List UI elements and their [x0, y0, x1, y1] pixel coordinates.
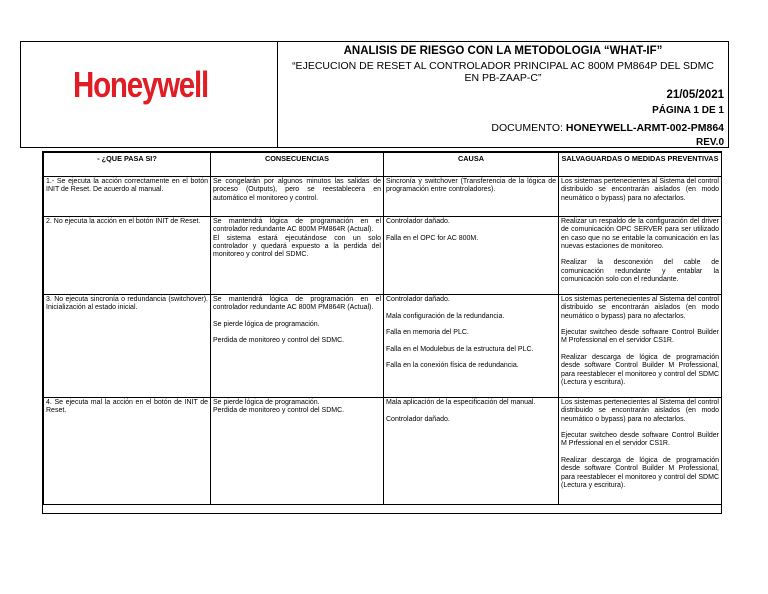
- cell-consequences: [211, 398, 384, 505]
- cell-what-if: [44, 177, 211, 217]
- table-row: [44, 398, 722, 505]
- table-body: [44, 177, 722, 505]
- table-row: [44, 295, 722, 398]
- document-label: DOCUMENTO:: [491, 122, 566, 134]
- cell-paragraph: Los sistemas pertenecientes al Sistema del control distribuido se encontrarán aislados (en modo neumático o bypass) para no afectarlos.: [561, 178, 719, 202]
- document-title: ANALISIS DE RIESGO CON LA METODOLOGIA “WHAT-IF”: [343, 45, 663, 57]
- cell-paragraph: Ejecutar switcheo desde software Control Builder M Prfessional en el servidor CS1R.: [561, 432, 719, 448]
- cell-safeguards: [559, 295, 722, 398]
- column-header-what-if: - ¿QUE PASA SI?: [44, 153, 211, 177]
- title-cell: [278, 42, 728, 147]
- cell-paragraph: Falla en el OPC for AC 800M.: [386, 234, 479, 242]
- cell-cause: [384, 217, 559, 295]
- cell-paragraph: Realizar la desconexión del cable de comunicación redundante y entablar la comunicación solo con el redundante.: [561, 259, 719, 284]
- cell-paragraph: Mala aplicación de la especificación del manual.: [386, 399, 536, 406]
- cell-paragraph: Controlador dañado.: [386, 218, 450, 225]
- cell-paragraph: Se mantendrá lógica de programación en el controlador redundante AC 800M PM864R (Actual). El sistema estará ejecutándose con un solo controlador y quedará expuesto a la perdida del monitoreo y control del SDMC.: [213, 218, 381, 259]
- column-header-safeguards: SALVAGUARDAS O MEDIDAS PREVENTIVAS: [559, 153, 722, 177]
- cell-what-if: [44, 295, 211, 398]
- honeywell-logo: Honeywell: [73, 64, 208, 105]
- cell-paragraph: Falla en memoria del PLC.: [386, 329, 469, 337]
- revision: REV.0: [696, 137, 724, 148]
- cell-cause: [384, 398, 559, 505]
- cell-paragraph: Se congelarán por algunos minutos las salidas de proceso (Outputs), pero se reestablecera en automático el monitoreo y control.: [213, 178, 381, 202]
- cell-paragraph: 4. Se ejecuta mal la acción en el botón de INIT de Reset.: [46, 399, 208, 415]
- cell-paragraph: Los sistemas pertenecientes al Sistema del control distribuido se encontrarán aislados (en modo neumático o bypass) para no afectarlos.: [561, 296, 719, 320]
- cell-paragraph: 1.- Se ejecuta la acción correctamente en el botón INIT de Reset. De acuerdo al manual.: [46, 178, 208, 194]
- cell-paragraph: Realizar un respaldo de la configuración del driver de comunicación OPC SERVER para ser utilizado en caso que no se entable la comunicación en las nuevas estaciones de monitoreo.: [561, 218, 719, 250]
- cell-paragraph: Realizar descarga de lógica de programación desde software Control Builder M Professional, para reestablecer el monitoreo y control del SDMC (Lectura y escritura).: [561, 457, 719, 489]
- cell-paragraph: Se pierde lógica de programación.: [213, 320, 320, 328]
- logo-cell: [21, 42, 278, 147]
- cell-paragraph: Ejecutar switcheo desde software Control Builder M Professional en el servidor CS1R.: [561, 329, 719, 345]
- document-code: HONEYWELL-ARMT-002-PM864: [565, 122, 724, 134]
- cell-what-if: [44, 398, 211, 505]
- cell-consequences: [211, 217, 384, 295]
- cell-consequences: [211, 295, 384, 398]
- cell-safeguards: [559, 217, 722, 295]
- column-header-cause: CAUSA: [384, 153, 559, 177]
- cell-paragraph: Mala configuración de la redundancia.: [386, 312, 505, 320]
- document-code-line: [491, 122, 724, 134]
- cell-cause: [384, 177, 559, 217]
- cell-safeguards: [559, 177, 722, 217]
- risk-analysis-table: [43, 152, 722, 505]
- cell-paragraph: Realizar descarga de lógica de programación desde software Control Builder M Professional, para reestablecer el monitoreo y control del SDMC (Lectura y escritura).: [561, 354, 719, 386]
- document-subtitle: “EJECUCION DE RESET AL CONTROLADOR PRINCIPAL AC 800M PM864P DEL SDMC EN PB-ZAAP-C”: [292, 60, 714, 84]
- cell-paragraph: Perdida de monitoreo y control del SDMC.: [213, 337, 345, 345]
- cell-paragraph: 3. No ejecuta sincronía o redundancia (switchover). Inicialización al estado inicial.: [46, 296, 208, 312]
- table-header-row: [44, 153, 722, 177]
- table-row: [44, 217, 722, 295]
- cell-paragraph: 2. No ejecuta la acción en el botón INIT de Reset.: [46, 218, 201, 225]
- column-header-consequences: CONSECUENCIAS: [211, 153, 384, 177]
- cell-paragraph: Falla en el Modulebus de la estructura del PLC.: [386, 345, 534, 353]
- cell-paragraph: Los sistemas pertenecientes al Sistema del control distribuido se encontrarán aislados (en modo neumático o bypass) para no afectarlos.: [561, 399, 719, 423]
- page-number: PÁGINA 1 DE 1: [652, 105, 724, 116]
- cell-paragraph: Sincronía y switchover (Transferencia de la lógica de programación entre controladores).: [386, 178, 556, 194]
- cell-consequences: [211, 177, 384, 217]
- table-row: [44, 177, 722, 217]
- cell-paragraph: Controlador dañado.: [386, 415, 450, 423]
- cell-what-if: [44, 217, 211, 295]
- risk-table-container: [42, 151, 722, 514]
- cell-paragraph: Falla en la conexión física de redundancia.: [386, 362, 519, 370]
- cell-paragraph: Controlador dañado.: [386, 296, 450, 303]
- cell-cause: [384, 295, 559, 398]
- cell-paragraph: Se pierde lógica de programación. Perdida de monitoreo y control del SDMC.: [213, 399, 345, 415]
- document-header: [20, 41, 729, 148]
- cell-safeguards: [559, 398, 722, 505]
- document-date: 21/05/2021: [666, 89, 724, 101]
- cell-paragraph: Se mantendrá lógica de programación en el controlador redundante AC 800M PM864R (Actual).: [213, 296, 381, 312]
